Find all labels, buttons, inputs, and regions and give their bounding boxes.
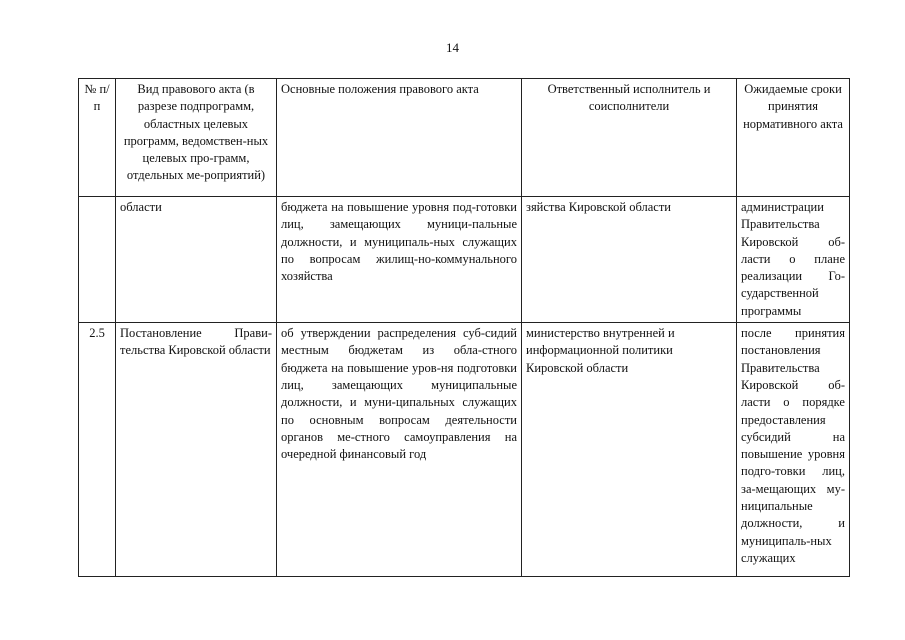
table-header-row xyxy=(79,79,850,197)
cell-act-type: Постановление Прави-тельства Кировской области xyxy=(116,323,277,577)
cell-act-type: области xyxy=(116,197,277,323)
cell-provisions: об утверждении распределения суб-сидий местным бюджетам из обла-стного бюджета на повышение уров-ня подготовки лиц, замещающих муниципальные должности, и муни-ципальных служащих по основным вопросам деятельности органов ме-стного самоуправления на очередной финансовый год xyxy=(277,323,522,577)
legal-acts-table xyxy=(78,78,850,577)
header-provisions: Основные положения правового акта xyxy=(277,79,522,197)
header-executor: Ответственный исполнитель и соисполнители xyxy=(522,79,737,197)
header-act-type: Вид правового акта (в разрезе подпрограмм, областных целевых программ, ведомствен-ных целевых про-грамм, отдельных ме-роприятий) xyxy=(116,79,277,197)
header-num: № п/п xyxy=(79,79,116,197)
table-row xyxy=(79,323,850,577)
cell-executor: зяйства Кировской области xyxy=(522,197,737,323)
cell-num xyxy=(79,197,116,323)
cell-provisions: бюджета на повышение уровня под-готовки лиц, замещающих муници-пальные должности, и муниципаль-ных служащих по вопросам жилищ-но-коммунального хозяйства xyxy=(277,197,522,323)
table-row xyxy=(79,197,850,323)
cell-num: 2.5 xyxy=(79,323,116,577)
header-deadline: Ожидаемые сроки принятия нормативного акта xyxy=(737,79,850,197)
page-number: 14 xyxy=(446,40,459,55)
cell-executor: министерство внутренней и информационной политики Кировской области xyxy=(522,323,737,577)
cell-deadline: после принятия постановления Правительства Кировской об-ласти о порядке предоставления субсидий на повышение уровня подго-товки лиц, за-мещающих му-ниципальные должности, и муниципаль-ных служащих xyxy=(737,323,850,577)
cell-deadline: администрации Правительства Кировской об-ласти о плане реализации Го-сударственной программы xyxy=(737,197,850,323)
